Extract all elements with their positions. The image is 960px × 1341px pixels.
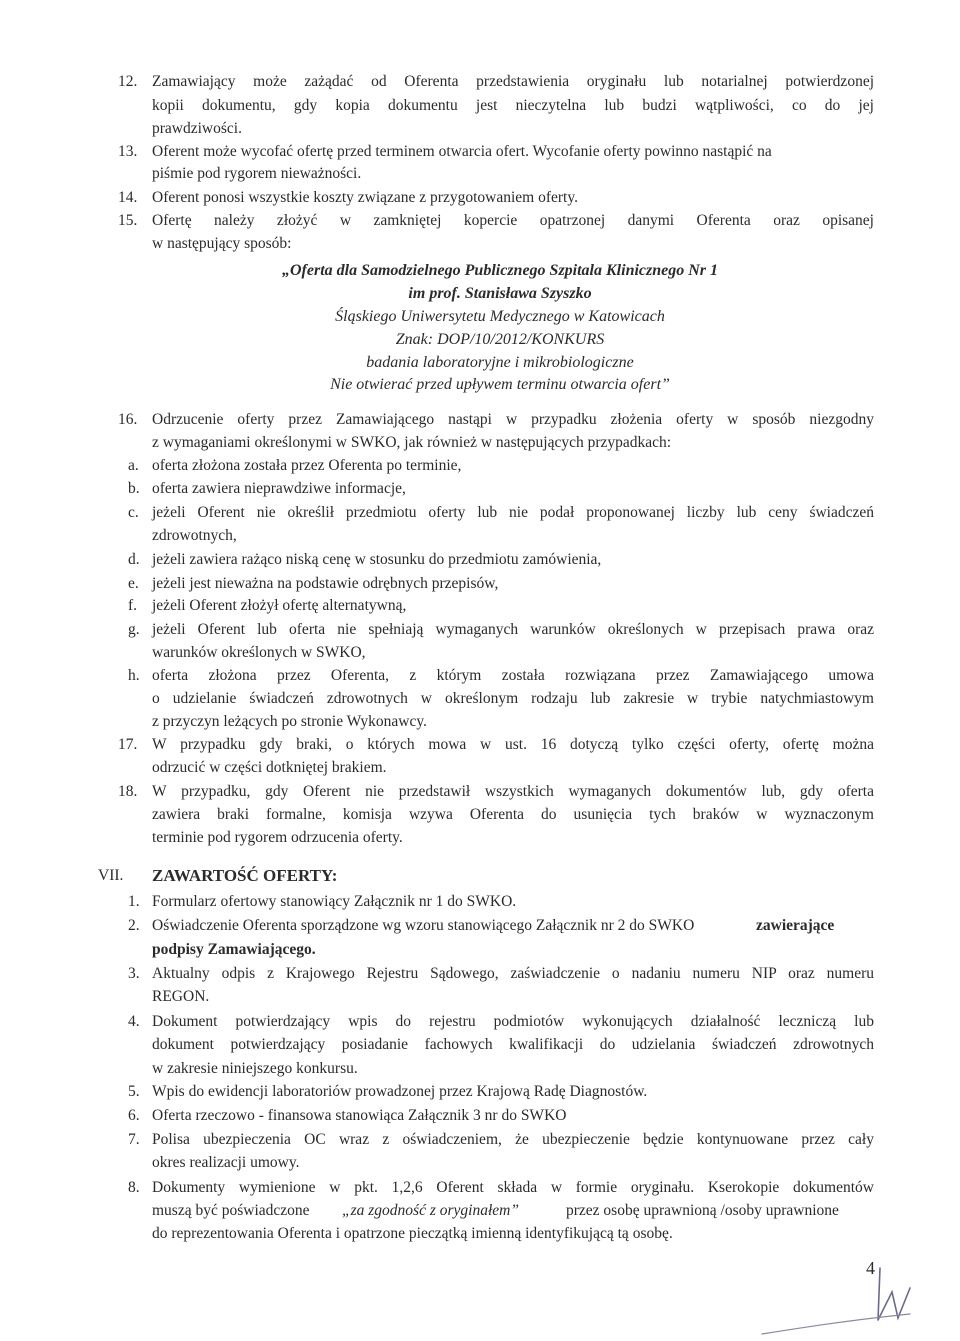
- item-number: 3.: [128, 965, 140, 982]
- item-letter: d.: [128, 551, 140, 568]
- item-number: 7.: [128, 1131, 140, 1148]
- item-text: Dokument potwierdzający wpis do rejestru podmiotów wykonujących działalność leczniczą lub: [152, 1013, 874, 1030]
- item-text-bold: podpisy Zamawiającego.: [152, 941, 316, 958]
- item-text: Dokumenty wymienione w pkt. 1,2,6 Oferent składa w formie oryginału. Kserokopie dokumentów: [152, 1179, 874, 1196]
- item-text: jeżeli Oferent lub oferta nie spełniają wymaganych warunków określonych w przepisach prawa oraz: [152, 621, 874, 638]
- item-text: o udzielanie świadczeń zdrowotnych w określonym rodzaju lub zakresie w trybie natychmiastowym: [152, 690, 874, 707]
- item-text: jeżeli jest nieważna na podstawie odrębnych przepisów,: [152, 575, 499, 592]
- item-text: piśmie pod rygorem nieważności.: [152, 165, 362, 182]
- item-number: 6.: [128, 1107, 140, 1124]
- item-number: 12.: [118, 73, 138, 90]
- item-text: kopii dokumentu, gdy kopia dokumentu jest nieczytelna lub budzi wątpliwości, co do jej: [152, 97, 874, 114]
- item-text: odrzucić w części dotkniętej brakiem.: [152, 759, 387, 776]
- item-letter: a.: [128, 457, 139, 474]
- section-number: VII.: [98, 867, 124, 884]
- item-text: z przyczyn leżących po stronie Wykonawcy.: [152, 713, 427, 730]
- item-text: prawdziwości.: [152, 120, 242, 137]
- item-text: terminie pod rygorem odrzucenia oferty.: [152, 829, 403, 846]
- item-text: muszą być poświadczone: [152, 1202, 310, 1219]
- item-text: Oferta rzeczowo - finansowa stanowiąca Załącznik 3 nr do SWKO: [152, 1107, 567, 1124]
- item-letter: b.: [128, 480, 140, 497]
- item-number: 5.: [128, 1083, 140, 1100]
- item-number: 13.: [118, 143, 138, 160]
- envelope-label-line: im prof. Stanisława Szyszko: [408, 285, 592, 302]
- item-text: Formularz ofertowy stanowiący Załącznik nr 1 do SWKO.: [152, 893, 517, 910]
- item-text: Zamawiający może zażądać od Oferenta przedstawienia oryginału lub notarialnej potwierdzonej: [152, 73, 874, 90]
- item-text-italic: „za zgodność z oryginałem”: [342, 1202, 519, 1219]
- envelope-label-line: badania laboratoryjne i mikrobiologiczne: [366, 354, 634, 371]
- item-text: Oferent ponosi wszystkie koszty związane z przygotowaniem oferty.: [152, 189, 578, 206]
- envelope-label-line: „Oferta dla Samodzielnego Publicznego Szpitala Klinicznego Nr 1: [281, 262, 719, 279]
- envelope-label-line: Śląskiego Uniwersytetu Medycznego w Katowicach: [335, 308, 665, 325]
- item-letter: g.: [128, 621, 140, 638]
- page-number: 4: [866, 1258, 875, 1278]
- item-text: w zakresie niniejszego konkursu.: [152, 1060, 358, 1077]
- item-text: Oświadczenie Oferenta sporządzone wg wzoru stanowiącego Załącznik nr 2 do SWKO: [152, 917, 695, 934]
- section-title: ZAWARTOŚĆ OFERTY:: [152, 866, 338, 885]
- item-number: 14.: [118, 189, 138, 206]
- item-text: zdrowotnych,: [152, 527, 237, 544]
- item-text: Polisa ubezpieczenia OC wraz z oświadczeniem, że ubezpieczenie będzie kontynuowane przez cały: [152, 1131, 874, 1148]
- item-text: oferta zawiera nieprawdziwe informacje,: [152, 480, 406, 497]
- item-text: przez osobę uprawnioną /osoby uprawnione: [566, 1202, 839, 1219]
- item-text: jeżeli Oferent nie określił przedmiotu oferty lub nie podał proponowanej liczby lub ceny świadczeń: [152, 504, 874, 521]
- item-text: Aktualny odpis z Krajowego Rejestru Sądowego, zaświadczenie o nadaniu numeru NIP oraz numeru: [152, 965, 874, 982]
- item-number: 2.: [128, 917, 140, 934]
- item-text: Wpis do ewidencji laboratoriów prowadzonej przez Krajową Radę Diagnostów.: [152, 1083, 648, 1100]
- item-text: W przypadku, gdy Oferent nie przedstawił wszystkich wymaganych dokumentów lub, gdy oferta: [152, 783, 874, 800]
- item-number: 17.: [118, 736, 138, 753]
- item-text: W przypadku gdy braki, o których mowa w ust. 16 dotyczą tylko części oferty, ofertę można: [152, 736, 874, 753]
- handwritten-initials: [760, 1230, 920, 1340]
- item-number: 18.: [118, 783, 138, 800]
- item-letter: c.: [128, 504, 139, 521]
- item-text: Oferent może wycofać ofertę przed terminem otwarcia ofert. Wycofanie oferty powinno nastąpić na: [152, 143, 772, 160]
- item-text: Ofertę należy złożyć w zamkniętej kopercie opatrzonej danymi Oferenta oraz opisanej: [152, 212, 874, 229]
- item-letter: h.: [128, 667, 140, 684]
- item-text: REGON.: [152, 988, 210, 1005]
- item-number: 4.: [128, 1013, 140, 1030]
- item-number: 15.: [118, 212, 138, 229]
- item-number: 16.: [118, 411, 138, 428]
- item-text: jeżeli zawiera rażąco niską cenę w stosunku do przedmiotu zamówienia,: [152, 551, 602, 568]
- item-text: okres realizacji umowy.: [152, 1154, 300, 1171]
- item-text: do reprezentowania Oferenta i opatrzone pieczątką imienną identyfikującą tą osobę.: [152, 1225, 673, 1242]
- item-text: zawiera braki formalne, komisja wzywa Oferenta do usunięcia tych braków w wyznaczonym: [152, 806, 874, 823]
- item-text-bold: zawierające: [756, 917, 835, 934]
- item-text: jeżeli Oferent złożył ofertę alternatywną,: [152, 597, 407, 614]
- item-text: oferta złożona przez Oferenta, z którym została rozwiązana przez Zamawiającego umowa: [152, 667, 874, 684]
- item-number: 1.: [128, 893, 140, 910]
- item-number: 8.: [128, 1179, 140, 1196]
- item-text: Odrzucenie oferty przez Zamawiającego nastąpi w przypadku złożenia oferty w sposób niezgodny: [152, 411, 874, 428]
- envelope-label-line: Znak: DOP/10/2012/KONKURS: [395, 331, 605, 348]
- item-text: warunków określonych w SWKO,: [152, 644, 366, 661]
- item-text: z wymaganiami określonymi w SWKO, jak również w następujących przypadkach:: [152, 434, 672, 451]
- item-text: oferta złożona została przez Oferenta po terminie,: [152, 457, 462, 474]
- item-text: w następujący sposób:: [152, 235, 292, 252]
- item-text: dokument potwierdzający posiadanie fachowych kwalifikacji do udzielania świadczeń zdrowotnych: [152, 1036, 874, 1053]
- envelope-label-line: Nie otwierać przed upływem terminu otwarcia ofert”: [330, 376, 670, 393]
- item-letter: e.: [128, 575, 139, 592]
- item-letter: f.: [128, 597, 138, 614]
